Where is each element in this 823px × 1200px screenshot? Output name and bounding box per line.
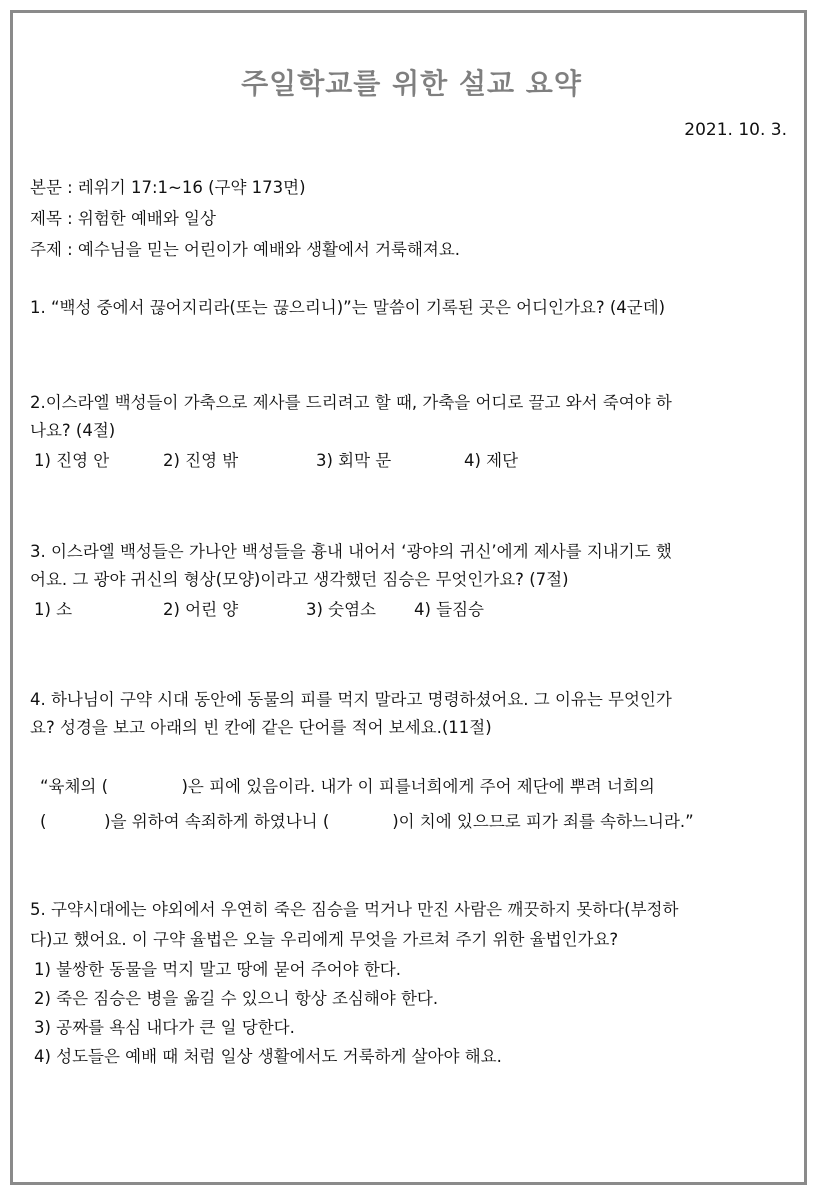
question-5-option: 3) 공짜를 욕심 내다가 큰 일 당한다. bbox=[34, 1018, 295, 1037]
question-3-option: 4) 들짐승 bbox=[414, 600, 484, 619]
question-5-line-2: 다)고 했어요. 이 구약 율법은 오늘 우리에게 무엇을 가르쳐 주기 위한 율법인가요? bbox=[30, 930, 619, 949]
question-3-option: 1) 소 bbox=[34, 600, 73, 619]
question-5-option: 4) 성도들은 예배 때 처럼 일상 생활에서도 거룩하게 살아야 해요. bbox=[34, 1047, 502, 1066]
question-2-option: 1) 진영 안 bbox=[34, 451, 110, 470]
question-4-line-2: 요? 성경을 보고 아래의 빈 칸에 같은 단어를 적어 보세요.(11절) bbox=[30, 718, 492, 737]
question-1: 1. “백성 중에서 끊어지리라(또는 끊으리니)”는 말씀이 기록된 곳은 어디인가요? (4군데) bbox=[30, 298, 666, 317]
theme-line: 주제 : 예수님을 믿는 어린이가 예배와 생활에서 거룩해져요. bbox=[30, 240, 461, 259]
question-3-line-2: 어요. 그 광야 귀신의 형상(모양)이라고 생각했던 짐승은 무엇인가요? (7절) bbox=[30, 570, 569, 589]
scripture-line: 본문 : 레위기 17:1~16 (구약 173면) bbox=[30, 178, 306, 197]
question-4-line-1: 4. 하나님이 구약 시대 동안에 동물의 피를 먹지 말라고 명령하셨어요. 그 이유는 무엇인가 bbox=[30, 690, 672, 709]
question-5-line-1: 5. 구약시대에는 야외에서 우연히 죽은 짐승을 먹거나 만진 사람은 깨끗하지 못하다(부정하 bbox=[30, 900, 679, 919]
question-2-line-1: 2.이스라엘 백성들이 가축으로 제사를 드리려고 할 때, 가축을 어디로 끌고 와서 죽여야 하 bbox=[30, 393, 672, 412]
question-3-option: 3) 숫염소 bbox=[306, 600, 376, 619]
question-3-option: 2) 어린 양 bbox=[163, 600, 239, 619]
question-2-line-2: 나요? (4절) bbox=[30, 421, 116, 440]
question-5-option: 2) 죽은 짐승은 병을 옮길 수 있으니 항상 조심해야 한다. bbox=[34, 989, 439, 1008]
document-date: 2021. 10. 3. bbox=[684, 120, 787, 140]
question-4-quote-line-1: “육체의 ( )은 피에 있음이라. 내가 이 피를너희에게 주어 제단에 뿌려 너희의 bbox=[40, 777, 655, 796]
question-2-option: 2) 진영 밖 bbox=[163, 451, 239, 470]
question-5-option: 1) 불쌍한 동물을 먹지 말고 땅에 묻어 주어야 한다. bbox=[34, 960, 401, 979]
question-2-option: 3) 회막 문 bbox=[316, 451, 392, 470]
question-2-option: 4) 제단 bbox=[464, 451, 519, 470]
sermon-title-line: 제목 : 위험한 예배와 일상 bbox=[30, 209, 216, 228]
document-title: 주일학교를 위한 설교 요약 bbox=[241, 67, 582, 100]
question-4-quote-line-2: ( )을 위하여 속죄하게 하였나니 ( )이 치에 있으므로 피가 죄를 속하느니라.” bbox=[40, 812, 694, 831]
question-3-line-1: 3. 이스라엘 백성들은 가나안 백성들을 흉내 내어서 ‘광야의 귀신’에게 제사를 지내기도 했 bbox=[30, 542, 672, 561]
